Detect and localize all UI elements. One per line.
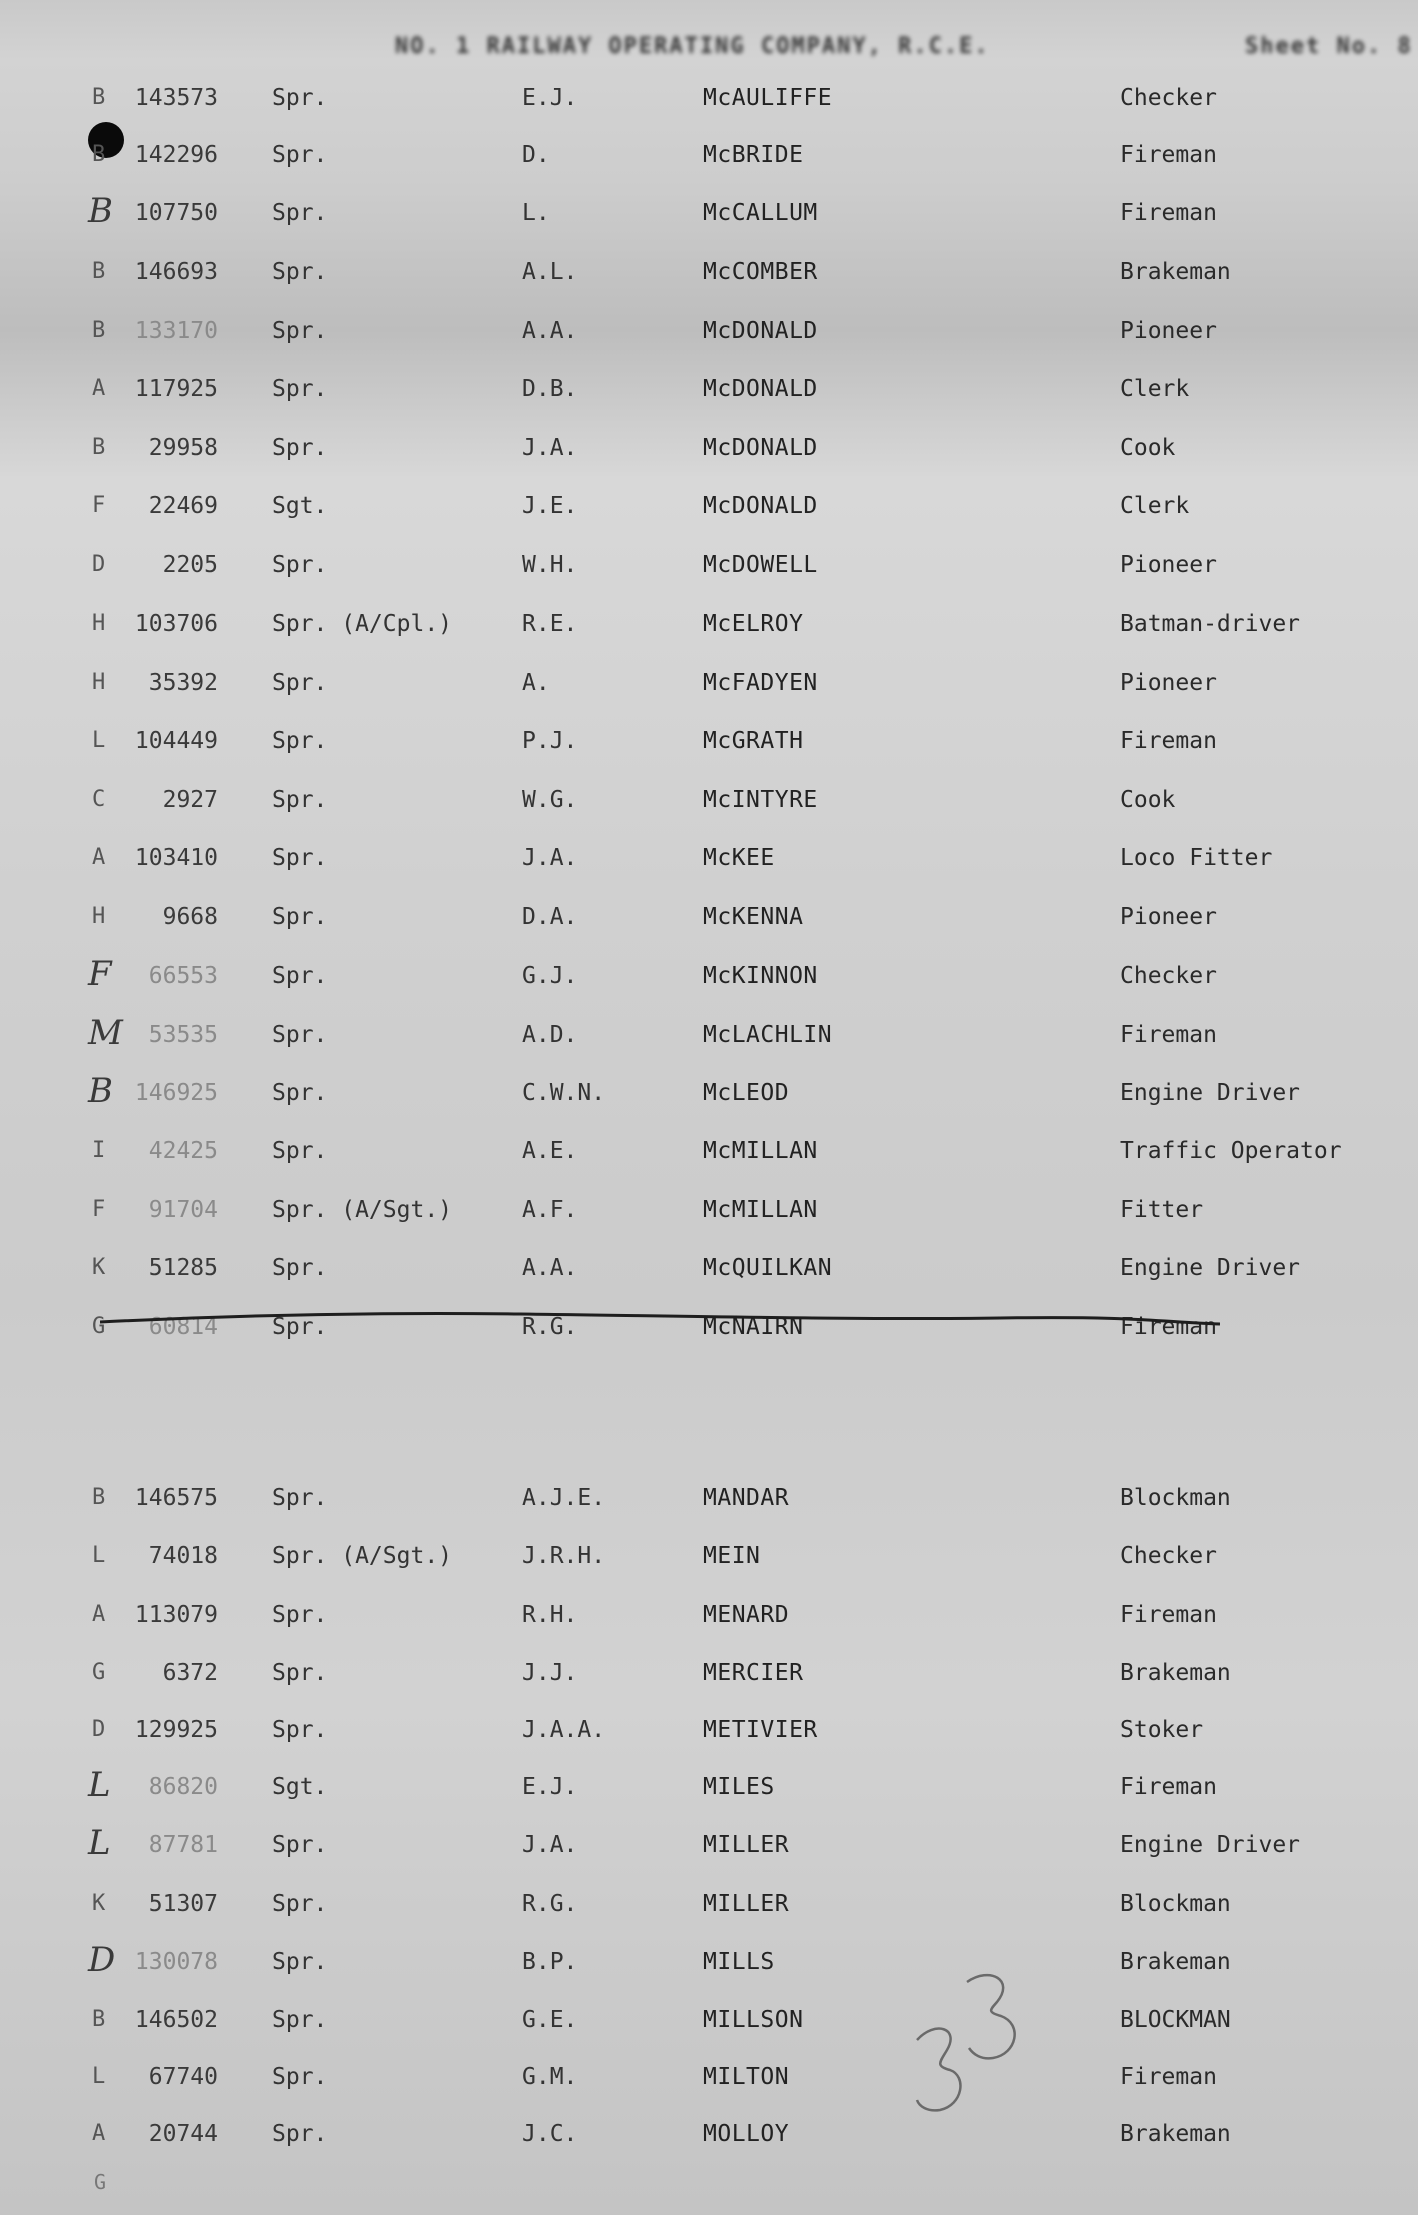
rank: Spr. [272,142,328,168]
regimental-number: 130078 [134,1949,218,1975]
company-letter: K [92,1255,106,1280]
company-letter: L [92,728,106,753]
surname: McQUILKAN [703,1255,833,1281]
initials: A.D. [522,1022,578,1048]
trade: Engine Driver [1120,1832,1301,1858]
surname: McFADYEN [703,670,818,696]
trade: Brakeman [1120,1660,1231,1686]
company-letter: A [92,2121,106,2146]
rank: Spr. [272,318,328,344]
trade: Clerk [1120,376,1190,402]
surname: McKENNA [703,904,804,930]
trade: Fireman [1120,1022,1217,1048]
regimental-number: 29958 [148,435,218,461]
roster-row [0,838,1418,878]
trade: Traffic Operator [1120,1138,1342,1164]
initials: J.J. [522,1660,578,1686]
roster-row [0,1536,1418,1576]
rank: Spr. [272,963,328,989]
initials: A.J.E. [522,1485,606,1511]
roster-row [0,1478,1418,1518]
regimental-number: 104449 [134,728,218,754]
roster-row [0,78,1418,118]
surname: METIVIER [703,1717,818,1743]
initials: G.J. [522,963,578,989]
initials: J.A. [522,1832,578,1858]
regimental-number: 9668 [162,904,218,930]
surname: McBRIDE [703,142,804,168]
regimental-number: 86820 [148,1774,218,1800]
surname: McELROY [703,611,804,637]
initials: L. [522,200,550,226]
roster-row [0,1825,1418,1865]
regimental-number: 66553 [148,963,218,989]
surname: MILLSON [703,2007,804,2033]
rank: Spr. [272,1949,328,1975]
trade: Cook [1120,787,1176,813]
regimental-number: 35392 [148,670,218,696]
trade: Engine Driver [1120,1080,1301,1106]
rank: Spr. [272,85,328,111]
surname: MILLER [703,1832,790,1858]
initials: D. [522,142,550,168]
company-letter: F [92,1197,106,1222]
regimental-number: 146925 [134,1080,218,1106]
roster-row [0,193,1418,233]
roster-row [0,1131,1418,1171]
rank: Spr. [272,904,328,930]
trade: Pioneer [1120,552,1217,578]
trade: Cook [1120,435,1176,461]
company-letter: B [92,2007,106,2032]
company-letter: G [92,1314,106,1339]
initials: A.L. [522,259,578,285]
company-letter: L [92,2064,106,2089]
rank: Spr. [272,1891,328,1917]
roster-row [0,780,1418,820]
regimental-number: 51285 [148,1255,218,1281]
surname: MENARD [703,1602,790,1628]
bottom-letter: G [94,2170,107,2194]
rank: Spr. [272,200,328,226]
company-letter: A [92,845,106,870]
roster-row [0,1595,1418,1635]
surname: MILLS [703,1949,775,1975]
rank: Spr. [272,1314,328,1340]
surname: McCALLUM [703,200,818,226]
company-letter: B [92,318,106,343]
company-letter: M [88,1013,123,1053]
regimental-number: 146693 [134,259,218,285]
surname: McDOWELL [703,552,818,578]
initials: P.J. [522,728,578,754]
rank: Spr. [272,435,328,461]
company-letter: A [92,1602,106,1627]
company-letter: B [92,142,106,167]
initials: R.G. [522,1314,578,1340]
regimental-number: 87781 [148,1832,218,1858]
company-letter: I [92,1138,106,1163]
initials: A.A. [522,1255,578,1281]
initials: E.J. [522,1774,578,1800]
roster-row [0,486,1418,526]
regimental-number: 2205 [162,552,218,578]
regimental-number: 146502 [134,2007,218,2033]
regimental-number: 142296 [134,142,218,168]
trade: Batman-driver [1120,611,1301,637]
regimental-number: 103410 [134,845,218,871]
trade: Loco Fitter [1120,845,1273,871]
company-letter: B [92,259,106,284]
rank: Spr. [272,376,328,402]
regimental-number: 51307 [148,1891,218,1917]
surname: McKEE [703,845,775,871]
rank: Spr. [272,670,328,696]
initials: E.J. [522,85,578,111]
rank: Spr. [272,2007,328,2033]
surname: McKINNON [703,963,818,989]
company-letter: B [92,85,106,110]
rank: Spr. [272,1832,328,1858]
regimental-number: 2927 [162,787,218,813]
company-letter: F [92,493,106,518]
trade: Brakeman [1120,2121,1231,2147]
rank: Sgt. [272,493,328,519]
trade: Fireman [1120,142,1217,168]
trade: Pioneer [1120,904,1217,930]
company-letter: H [92,904,106,929]
surname: McDONALD [703,318,818,344]
surname: McDONALD [703,435,818,461]
trade: Brakeman [1120,1949,1231,1975]
company-letter: A [92,376,106,401]
rank: Spr. [272,1717,328,1743]
roster-row [0,1653,1418,1693]
roster-row [0,604,1418,644]
initials: A.F. [522,1197,578,1223]
rank: Spr. [272,1602,328,1628]
company-letter: H [92,611,106,636]
roster-row [0,1767,1418,1807]
roster-row [0,1073,1418,1113]
sheet-number: Sheet No. 8 [1245,34,1413,59]
rank: Spr. [272,1255,328,1281]
roster-row [0,663,1418,703]
regimental-number: 103706 [134,611,218,637]
roster-row [0,1884,1418,1924]
trade: Checker [1120,85,1217,111]
trade: Pioneer [1120,318,1217,344]
trade: Stoker [1120,1717,1204,1743]
company-letter: B [88,191,113,231]
company-letter: B [92,1485,106,1510]
roster-row [0,897,1418,937]
company-letter: D [92,552,106,577]
surname: MOLLOY [703,2121,790,2147]
initials: D.A. [522,904,578,930]
roster-row [0,2057,1418,2097]
trade: Blockman [1120,1891,1231,1917]
roster-row [0,428,1418,468]
initials: W.H. [522,552,578,578]
initials: R.E. [522,611,578,637]
company-letter: L [92,1543,106,1568]
surname: MILES [703,1774,775,1800]
initials: R.G. [522,1891,578,1917]
trade: Fireman [1120,1774,1217,1800]
surname: McMILLAN [703,1197,818,1223]
company-letter: D [92,1717,106,1742]
surname: McMILLAN [703,1138,818,1164]
roster-row [0,369,1418,409]
initials: W.G. [522,787,578,813]
regimental-number: 42425 [148,1138,218,1164]
initials: A. [522,670,550,696]
regimental-number: 6372 [162,1660,218,1686]
rank: Spr. [272,1080,328,1106]
initials: J.A. [522,845,578,871]
surname: MERCIER [703,1660,804,1686]
regimental-number: 22469 [148,493,218,519]
regimental-number: 117925 [134,376,218,402]
company-letter: D [88,1940,116,1980]
rank: Spr. [272,1138,328,1164]
roster-row [0,1015,1418,1055]
surname: McCOMBER [703,259,818,285]
roster-row [0,1710,1418,1750]
rank: Spr. (A/Sgt.) [272,1197,453,1223]
company-letter: B [88,1071,113,1111]
initials: G.E. [522,2007,578,2033]
trade: Clerk [1120,493,1190,519]
rank: Spr. [272,787,328,813]
company-letter: C [92,787,106,812]
rank: Spr. [272,2121,328,2147]
regimental-number: 146575 [134,1485,218,1511]
trade: Fitter [1120,1197,1204,1223]
trade: Checker [1120,963,1217,989]
rank: Spr. [272,259,328,285]
surname: McGRATH [703,728,804,754]
initials: A.E. [522,1138,578,1164]
trade: Fireman [1120,200,1217,226]
surname: MEIN [703,1543,761,1569]
document-header-title: NO. 1 RAILWAY OPERATING COMPANY, R.C.E. [395,34,990,59]
initials: G.M. [522,2064,578,2090]
regimental-number: 129925 [134,1717,218,1743]
regimental-number: 107750 [134,200,218,226]
rank: Sgt. [272,1774,328,1800]
initials: B.P. [522,1949,578,1975]
initials: D.B. [522,376,578,402]
roster-row [0,545,1418,585]
trade: Engine Driver [1120,1255,1301,1281]
regimental-number: 143573 [134,85,218,111]
rank: Spr. [272,552,328,578]
regimental-number: 91704 [148,1197,218,1223]
company-letter: G [92,1660,106,1685]
surname: MANDAR [703,1485,790,1511]
roster-row [0,2114,1418,2154]
regimental-number: 53535 [148,1022,218,1048]
company-letter: B [92,435,106,460]
strike-through-line [100,1310,1220,1330]
initials: J.A.A. [522,1717,606,1743]
company-letter: H [92,670,106,695]
rank: Spr. (A/Cpl.) [272,611,453,637]
roster-row [0,252,1418,292]
rank: Spr. (A/Sgt.) [272,1543,453,1569]
surname: McINTYRE [703,787,818,813]
roster-row [0,2000,1418,2040]
roster-row [0,1248,1418,1288]
regimental-number: 133170 [134,318,218,344]
surname: McNAIRN [703,1314,804,1340]
initials: C.W.N. [522,1080,606,1106]
roster-row [0,956,1418,996]
surname: McAULIFFE [703,85,833,111]
company-letter: K [92,1891,106,1916]
initials: J.E. [522,493,578,519]
surname: McDONALD [703,493,818,519]
roster-row [0,721,1418,761]
handwritten-page-number [905,1970,1055,2130]
initials: J.A. [522,435,578,461]
initials: A.A. [522,318,578,344]
trade: Pioneer [1120,670,1217,696]
regimental-number: 20744 [148,2121,218,2147]
initials: J.C. [522,2121,578,2147]
roster-row [0,311,1418,351]
regimental-number: 67740 [148,2064,218,2090]
roster-row [0,135,1418,175]
trade: Fireman [1120,2064,1217,2090]
surname: McLACHLIN [703,1022,833,1048]
surname: MILTON [703,2064,790,2090]
surname: McLEOD [703,1080,790,1106]
surname: McDONALD [703,376,818,402]
trade: Fireman [1120,1314,1217,1340]
company-letter: F [88,954,112,994]
trade: Blockman [1120,1485,1231,1511]
initials: R.H. [522,1602,578,1628]
regimental-number: 74018 [148,1543,218,1569]
regimental-number: 113079 [134,1602,218,1628]
trade: Checker [1120,1543,1217,1569]
trade: Brakeman [1120,259,1231,285]
trade: Fireman [1120,1602,1217,1628]
rank: Spr. [272,1660,328,1686]
rank: Spr. [272,2064,328,2090]
roster-row [0,1942,1418,1982]
trade: Fireman [1120,728,1217,754]
company-letter: L [88,1823,111,1863]
surname: MILLER [703,1891,790,1917]
rank: Spr. [272,1485,328,1511]
rank: Spr. [272,728,328,754]
company-letter: L [88,1765,111,1805]
trade: BLOCKMAN [1120,2007,1231,2033]
roster-row [0,1190,1418,1230]
rank: Spr. [272,845,328,871]
initials: J.R.H. [522,1543,606,1569]
rank: Spr. [272,1022,328,1048]
regimental-number: 60814 [148,1314,218,1340]
